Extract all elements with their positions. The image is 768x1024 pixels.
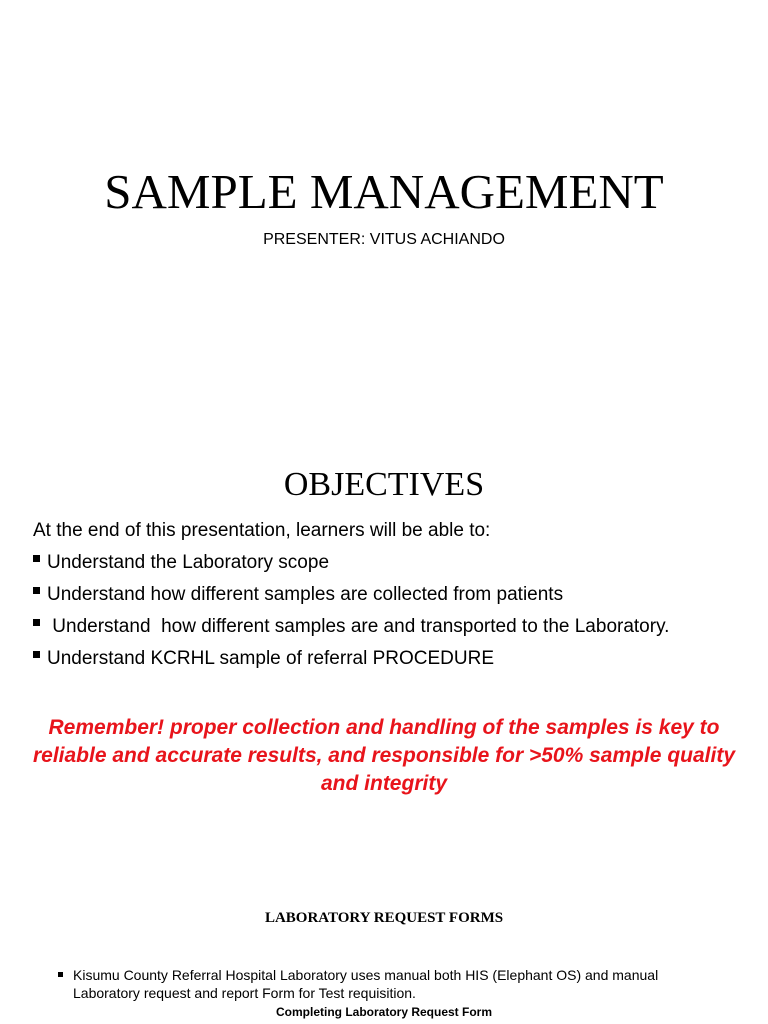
objective-text: Understand how different samples are collected from patients [47,584,564,605]
slide-request-forms [0,880,768,1024]
request-forms-heading: LABORATORY REQUEST FORMS [264,910,504,926]
square-bullet-icon [33,555,40,562]
slide-objectives [0,440,768,880]
slide-title [0,0,768,440]
slide-title-heading: SAMPLE MANAGEMENT [104,164,664,219]
remember-note: Remember! proper collection and handling of the samples is key to reliable and accurate results, and responsible for >50% sample quality and integrity [32,716,735,795]
objective-text: Understand how different samples are and transported to the Laboratory. [47,616,670,637]
objectives-list [33,550,669,678]
list-item [33,550,669,582]
objectives-heading: OBJECTIVES [283,466,485,503]
objective-text: Understand the Laboratory scope [47,552,330,573]
square-bullet-icon [58,972,63,977]
request-forms-list [58,966,728,1002]
list-item [33,582,669,614]
list-item [58,966,728,1002]
request-forms-text: Kisumu County Referral Hospital Laboratory uses manual both HIS (Elephant OS) and manual Laboratory request and report Form for Test requisition. [73,967,659,1001]
list-item [33,646,669,678]
square-bullet-icon [33,619,40,626]
list-item [33,614,669,646]
square-bullet-icon [33,651,40,658]
request-form-subheading: Completing Laboratory Request Form [275,1005,493,1019]
presenter-subtitle: PRESENTER: VITUS ACHIANDO [263,231,505,248]
objective-text: Understand KCRHL sample of referral PROCEDURE [47,648,495,669]
square-bullet-icon [33,587,40,594]
objectives-intro: At the end of this presentation, learners will be able to: [33,520,491,541]
